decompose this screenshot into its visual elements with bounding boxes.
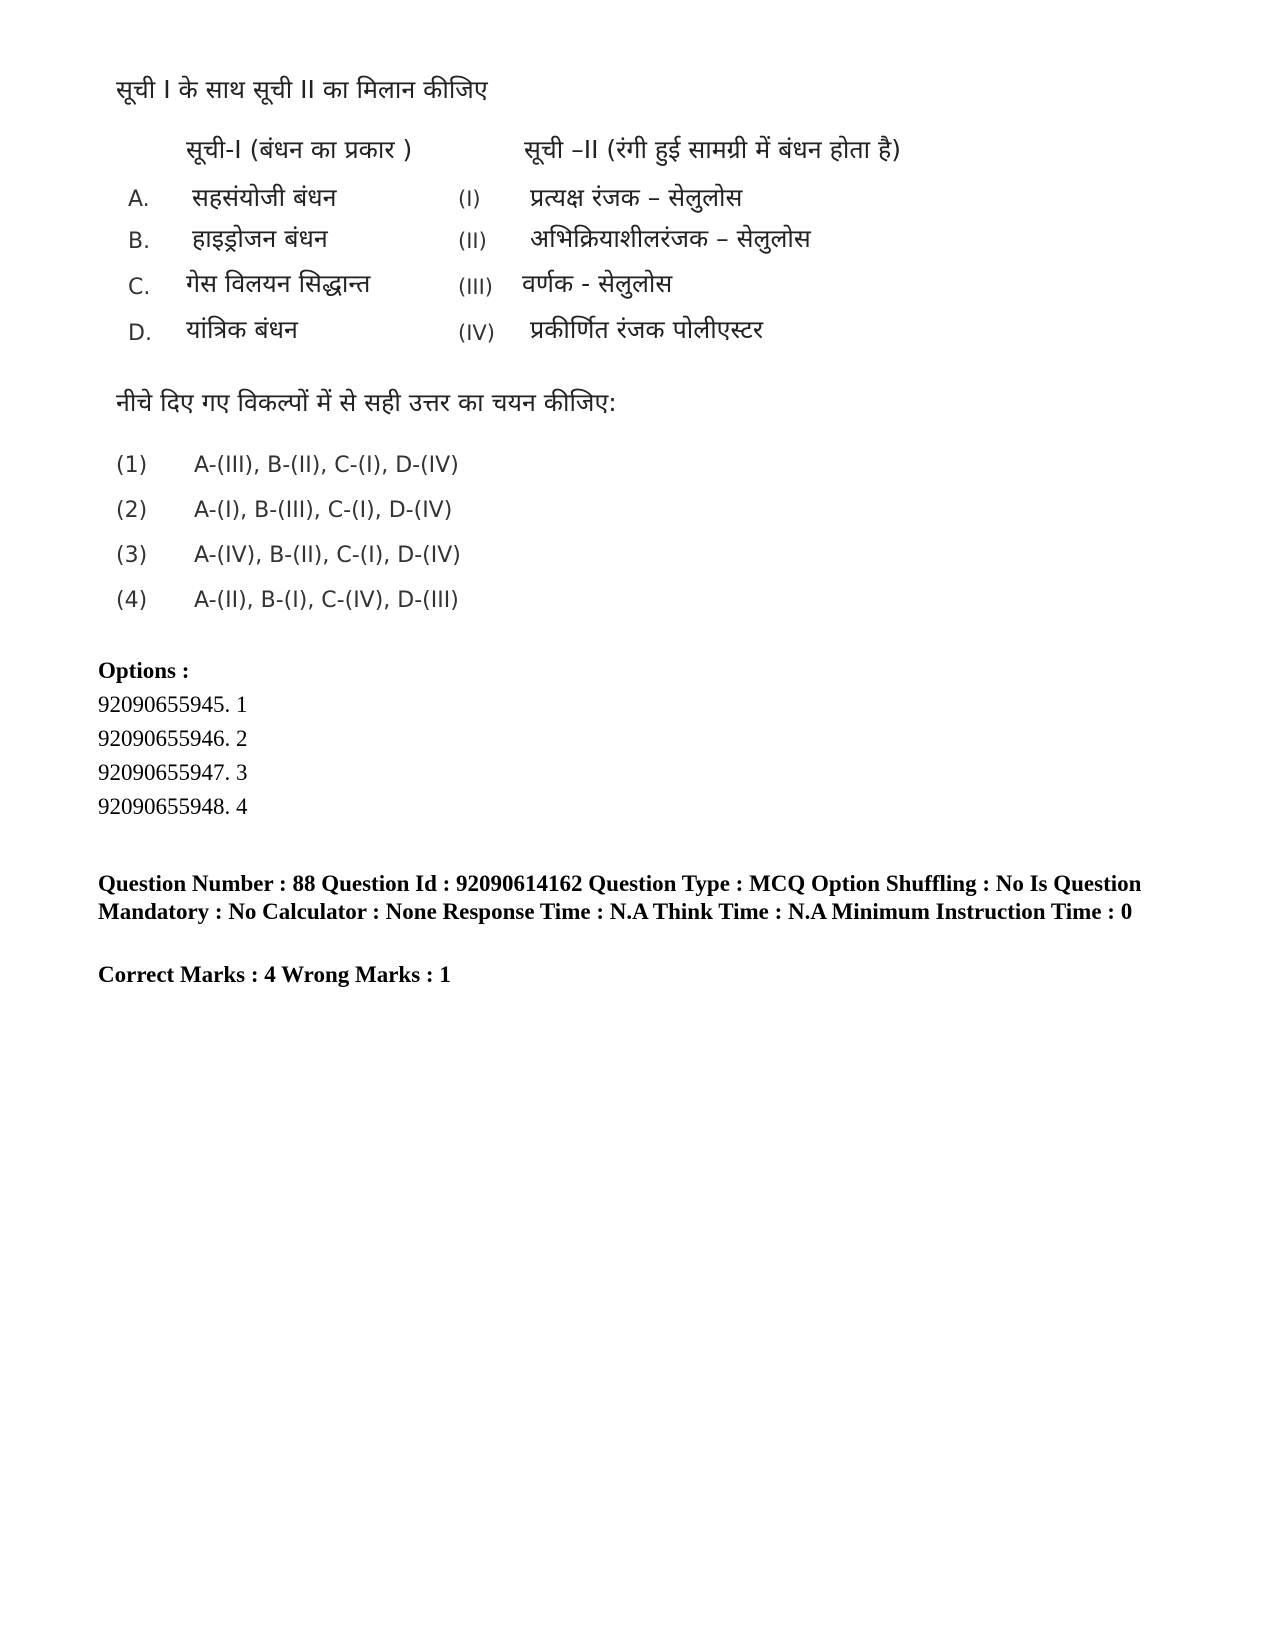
option-item: 92090655945. 1	[98, 692, 248, 717]
option-item: 92090655948. 4	[98, 794, 248, 819]
row-letter: C.	[128, 275, 151, 300]
row-match: प्रकीर्णित रंजक पोलीएस्टर	[530, 315, 764, 344]
row-item: गेस विलयन सिद्धान्त	[186, 269, 371, 298]
row-roman: (IV)	[458, 321, 495, 345]
row-roman: (I)	[458, 187, 481, 211]
row-item: हाइड्रोजन बंधन	[192, 224, 328, 253]
row-item: यांत्रिक बंधन	[186, 315, 298, 344]
option-item: 92090655946. 2	[98, 726, 248, 751]
choice-number: (2)	[116, 498, 148, 523]
question-heading: सूची I के साथ सूची II का मिलान कीजिए	[116, 75, 488, 104]
row-match: प्रत्यक्ष रंजक – सेलुलोस	[530, 183, 743, 212]
list2-header: सूची –II (रंगी हुई सामग्री में बंधन होता है)	[524, 135, 902, 164]
options-label: Options :	[98, 658, 190, 683]
row-letter: B.	[128, 229, 151, 254]
option-item: 92090655947. 3	[98, 760, 248, 785]
choice-text: A-(III), B-(II), C-(I), D-(IV)	[194, 453, 459, 478]
choice-number: (4)	[116, 588, 148, 613]
row-letter: A.	[128, 187, 150, 212]
question-info: Question Number : 88 Question Id : 92090614162 Question Type : MCQ Option Shuffling : No Is Question Mandatory : No Calculator : None Response Time : N.A Think Time : N.A Minimum Instruction Time : 0	[98, 871, 1142, 924]
row-item: सहसंयोजी बंधन	[192, 183, 337, 212]
instruction-text: नीचे दिए गए विकल्पों में से सही उत्तर का चयन कीजिए:	[116, 388, 617, 417]
choice-text: A-(II), B-(I), C-(IV), D-(III)	[194, 588, 459, 613]
row-letter: D.	[128, 321, 152, 346]
row-match: वर्णक - सेलुलोस	[522, 269, 673, 298]
row-match: अभिक्रियाशीलरंजक – सेलुलोस	[530, 224, 811, 253]
choice-text: A-(I), B-(III), C-(I), D-(IV)	[194, 498, 453, 523]
row-roman: (III)	[458, 275, 493, 299]
choice-text: A-(IV), B-(II), C-(I), D-(IV)	[194, 543, 461, 568]
row-roman: (II)	[458, 229, 487, 253]
marks-info: Correct Marks : 4 Wrong Marks : 1	[98, 962, 451, 987]
list1-header: सूची-I (बंधन का प्रकार )	[186, 135, 413, 164]
choice-number: (1)	[116, 453, 148, 478]
choice-number: (3)	[116, 543, 148, 568]
